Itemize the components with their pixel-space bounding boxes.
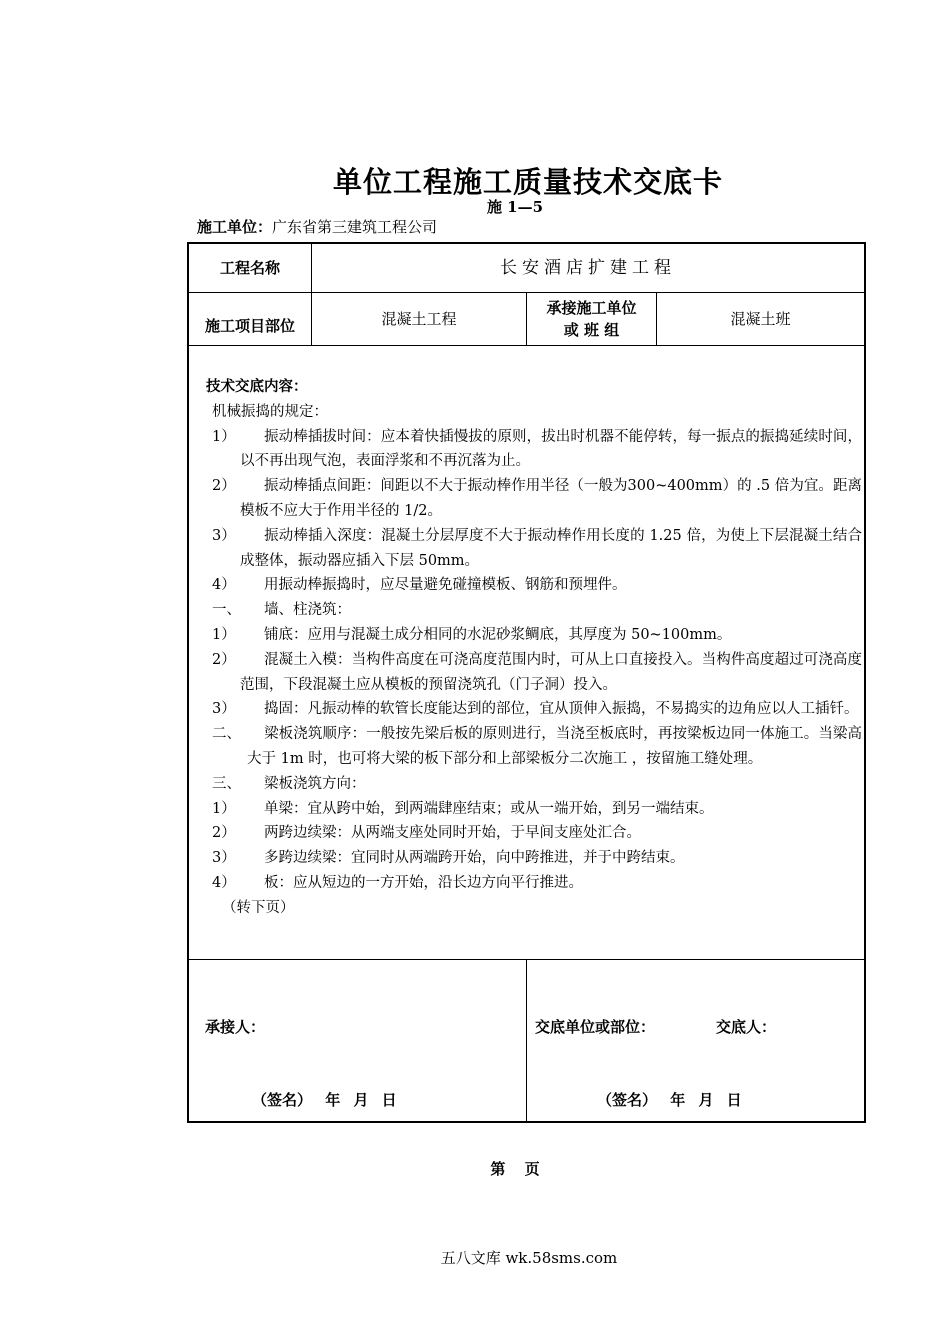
item-text: 梁板浇筑方向： (264, 775, 366, 792)
item-text: 振动棒插拔时间：应本着快插慢拔的原则，拔出时机器不能停转，每一振点的振捣延续时间，以不再出现气泡，表面浮浆和不再沉落为止。 (240, 428, 862, 470)
content-heading: 技术交底内容： (206, 378, 308, 395)
content-item (212, 797, 862, 822)
content-subheading (222, 896, 862, 921)
item-text: 多跨边续梁：宜同时从两端跨开始，向中跨推进，并于中跨结束。 (264, 850, 685, 867)
construction-unit-label: 施工单位： (197, 218, 273, 236)
issuer-label: 交底人： (716, 1018, 777, 1036)
item-number: 1） (212, 800, 236, 817)
content-item (212, 474, 862, 524)
construction-part-value: 混凝土工程 (381, 310, 457, 328)
item-text: 用振动棒振捣时，应尽量避免碰撞模板、钢筋和预埋件。 (264, 577, 627, 594)
footer-watermark: 五八文库 wk.58sms.com (440, 1249, 618, 1267)
content-item (212, 871, 862, 896)
item-text: 板：应从短边的一方开始，沿长边方向平行推进。 (264, 874, 583, 891)
content-item (212, 425, 862, 475)
item-number: 3） (212, 850, 236, 867)
item-text: 振动棒插入深度：混凝土分层厚度不大于振动棒作用长度的 1.25 倍，为使上下层混凝土结合成整体，振动器应插入下层 50mm。 (240, 527, 862, 569)
content-subheading (212, 400, 862, 425)
item-number: 2） (212, 478, 236, 495)
construction-part-label: 施工项目部位 (204, 317, 295, 335)
project-name-label: 工程名称 (219, 259, 280, 277)
content-item (212, 648, 862, 698)
item-number: 一、 (212, 602, 241, 619)
receiver-unit-value: 混凝土班 (730, 310, 791, 328)
content-item (212, 598, 862, 623)
item-text: 铺底：应用与混凝土成分相同的水泥砂浆鲷底，其厚度为 50~100mm。 (264, 626, 732, 643)
content-item (212, 524, 862, 574)
content-lines (212, 400, 862, 921)
construction-unit-value: 广东省第三建筑工程公司 (272, 218, 438, 236)
item-number: 1） (212, 428, 236, 445)
item-number: 三、 (212, 775, 241, 792)
item-text: 振动棒插点间距：间距以不大于振动棒作用半径（一般为300~400mm）的 .5 倍为宜。距离模板不应大于作用半径的 1/2。 (240, 478, 862, 519)
row-divider (187, 345, 866, 346)
item-text: 单梁：宜从跨中始，到两端肆座结束；或从一端开始，到另一端结束。 (264, 800, 714, 817)
disclosure-content (206, 375, 862, 921)
content-item (212, 722, 862, 772)
form-number: 施 1—5 (486, 198, 544, 216)
content-item (212, 846, 862, 871)
project-name-value: 长安酒店扩建工程 (500, 258, 676, 278)
content-text: （转下页） (222, 899, 295, 916)
receiver-signature-date: （签名） 年 月 日 (252, 1091, 397, 1109)
content-item (212, 697, 862, 722)
item-text: 梁板浇筑顺序：一般按先梁后板的原则进行，当浇至板底时，再按梁板边同一体施工。当梁高大于 1m 时，也可将大梁的板下部分和上部梁板分二次施工 ，按留施工缝处理。 (247, 726, 862, 767)
receiver-unit-label-line1: 承接施工单位 (546, 299, 637, 317)
item-number: 4） (212, 874, 236, 891)
receiver-unit-label (527, 293, 656, 345)
document-title: 单位工程施工质量技术交底卡 (332, 165, 723, 199)
item-number: 二、 (212, 726, 241, 743)
content-item (212, 573, 862, 598)
content-item (212, 623, 862, 648)
receiver-label: 承接人： (205, 1018, 266, 1036)
item-number: 3） (212, 527, 236, 544)
item-text: 两跨边续梁：从两端支座处同时开始，于早间支座处汇合。 (264, 825, 641, 842)
page-number: 第 页 (490, 1160, 540, 1178)
item-number: 1） (212, 626, 236, 643)
item-text: 捣固：凡振动棒的软管长度能达到的部位，宜从顶伸入振捣，不易捣实的边角应以人工插钎。 (264, 701, 859, 718)
column-divider (526, 959, 527, 1123)
item-text: 混凝土入模：当构件高度在可浇高度范围内时，可从上口直接投入。当构件高度超过可浇高度范围，下段混凝土应从模板的预留浇筑孔（门子洞）投入。 (240, 651, 862, 693)
content-text: 机械振捣的规定： (212, 403, 328, 420)
issuer-signature-date: （签名） 年 月 日 (597, 1091, 742, 1109)
receiver-unit-label-line2: 或 班 组 (563, 321, 620, 339)
item-text: 墙、柱浇筑： (264, 602, 351, 619)
issuer-unit-label: 交底单位或部位： (535, 1018, 656, 1036)
content-item (212, 772, 862, 797)
construction-unit (197, 216, 437, 237)
item-number: 3） (212, 701, 236, 718)
item-number: 4） (212, 577, 236, 594)
item-number: 2） (212, 651, 236, 668)
content-item (212, 821, 862, 846)
item-number: 2） (212, 825, 236, 842)
